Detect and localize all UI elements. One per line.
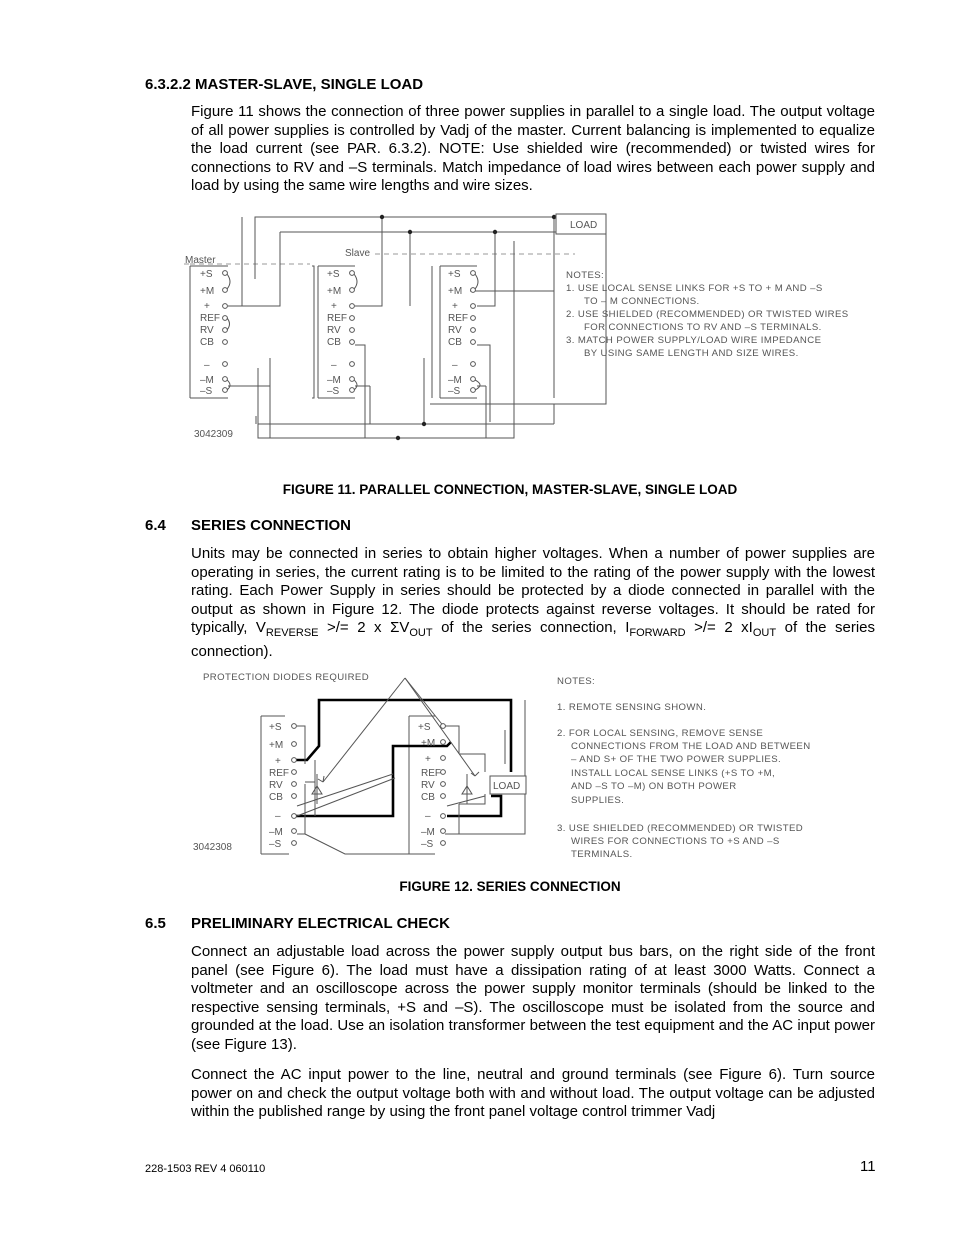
svg-text:RV: RV [421,780,435,791]
svg-text:CB: CB [327,337,341,348]
svg-text:WIRES FOR CONNECTIONS TO +: WIRES FOR CONNECTIONS TO +S AND –S [571,836,780,847]
svg-text:–: – [425,811,431,822]
svg-text:3. MATCH POWER SUPPLY/LOAD: 3. MATCH POWER SUPPLY/LOAD WIRE IMPEDANCE [566,335,822,346]
footer-page-number: 11 [860,1158,876,1175]
svg-text:TO – M CONNECTIONS.: TO – M CONNECTIONS. [584,296,700,307]
svg-text:INSTALL LOCAL SENSE LINKS: INSTALL LOCAL SENSE LINKS (+S TO +M, [571,768,776,779]
svg-text:–M: –M [327,375,341,386]
figure-11-parallel-diagram [170,208,870,452]
svg-text:AND –S TO –M) ON BOTH PO: AND –S TO –M) ON BOTH POWER [571,781,737,792]
series-output-wire-top [295,700,511,772]
svg-text:TERMINALS.: TERMINALS. [571,849,633,860]
svg-text:SUPPLIES.: SUPPLIES. [571,795,625,806]
svg-text:CB: CB [421,792,435,803]
svg-text:–M: –M [269,827,283,838]
svg-text:+M: +M [421,738,436,749]
section-6-3-2-2-heading: 6.3.2.2 MASTER-SLAVE, SINGLE LOAD [145,76,424,93]
section-6-5-number: 6.5 [145,915,166,932]
svg-text:+: + [204,301,210,312]
svg-text:+: + [331,301,337,312]
fig11-drawing-number: 3042309 [194,429,233,440]
fig12-notes [557,676,811,860]
svg-text:2. FOR LOCAL SENSING, REMO: 2. FOR LOCAL SENSING, REMOVE SENSE [557,728,764,739]
diode-1 [312,774,322,804]
svg-text:BY USING SAME LENGTH AND: BY USING SAME LENGTH AND SIZE WIRES. [584,348,799,359]
svg-text:+: + [425,754,431,765]
svg-text:REF: REF [200,313,220,324]
svg-text:NOTES:: NOTES: [557,676,596,687]
fig11-load-label: LOAD [570,220,598,231]
terminal-circles [223,271,476,393]
svg-text:–: – [204,360,210,371]
slave2-terminals [448,269,468,397]
section-6-4-number: 6.4 [145,517,166,534]
series-unit1-terminals [269,722,289,850]
section-6-4-paragraph: Units may be connected in series to obtain higher voltages. When a number of power supplies are operating in series, the current rating is to be limited to the rating of the power supply with the lowest rating. Each Power Supply in series should be protected by a diode connected in parallel with the output as shown in Figure 12. The diode protects against reverse voltages. It should be rated for typically, $V_{REVERSE}$ >/= 2 x $\Sigma V_{OUT}$ of the series connection, $I_{FORWARD}$ >/= 2 $xI_{OUT}$ of the series connection). [191,545,875,660]
svg-text:CB: CB [269,792,283,803]
svg-text:–: – [275,811,281,822]
svg-text:– AND S+ OF THE TWO POWE: – AND S+ OF THE TWO POWER SUPPLIES. [571,754,782,765]
svg-text:–M: –M [448,375,462,386]
figure-11-caption: FIGURE 11. PARALLEL CONNECTION, MASTER-SLAVE, SINGLE LOAD [282,482,738,497]
section-6-3-2-2-paragraph: Figure 11 shows the connection of three power supplies in parallel to a single load. The output voltage of all power supplies is controlled by Vadj of the master. Current balancing is implemented to equalize the load current (see PAR. 6.3.2). NOTE: Use shielded wire (recommended) or twisted wires for connections to RV and –S terminals. Match impedance of load wires between each power supply and load by using the same wire lengths and wire sizes. [191,103,875,195]
fig12-drawing-number: 3042308 [193,842,232,853]
svg-text:1. REMOTE SENSING SHOWN.: 1. REMOTE SENSING SHOWN. [557,702,707,713]
svg-text:–S: –S [200,386,213,397]
svg-text:3. USE SHIELDED (RECOMMENDE: 3. USE SHIELDED (RECOMMENDED) OR TWISTED [557,823,804,834]
master-terminals [200,269,220,397]
master-label: Master [185,255,216,266]
svg-text:–M: –M [200,375,214,386]
svg-text:–: – [331,360,337,371]
svg-text:NOTES:: NOTES: [566,270,605,281]
svg-text:RV: RV [327,325,341,336]
series-unit2-terminals [418,722,441,850]
svg-text:RV: RV [448,325,462,336]
slave-label: Slave [345,248,371,259]
footer-doc-number: 228-1503 REV 4 060110 [145,1163,266,1175]
svg-text:REF: REF [421,768,441,779]
svg-text:RV: RV [269,780,283,791]
svg-text:+S: +S [327,269,340,280]
fig12-load-label: LOAD [493,781,521,792]
svg-text:–S: –S [448,386,461,397]
section-6-5-title: PRELIMINARY ELECTRICAL CHECK [191,915,450,932]
fig11-notes [566,270,849,359]
svg-text:FOR CONNECTIONS TO RV AND: FOR CONNECTIONS TO RV AND –S TERMINALS. [584,322,822,333]
svg-text:+M: +M [269,740,284,751]
svg-text:CONNECTIONS FROM THE LOAD: CONNECTIONS FROM THE LOAD AND BETWEEN [571,741,811,752]
svg-text:+S: +S [200,269,213,280]
section-6-4-title: SERIES CONNECTION [191,517,352,534]
section-6-5-paragraph-1: Connect an adjustable load across the power supply output bus bars, on the right side of the front panel (see Figure 6). The load must have a dissipation rating of at least 3000 Watts. Connect a voltmeter and an oscilloscope across the power supply monitor terminals (should be linked to the respective sensing terminals, +S and –S). The oscilloscope must be isolated from the source and grounded at the load. Use an isolation transformer between the test equipment and the AC input power (see Figure 13). [191,943,875,1053]
svg-text:+S: +S [418,722,431,733]
svg-text:1. USE LOCAL SENSE LINKS: 1. USE LOCAL SENSE LINKS FOR +S TO + M AND –S [566,283,823,294]
svg-text:+M: +M [327,286,342,297]
svg-text:+: + [452,301,458,312]
svg-text:CB: CB [448,337,462,348]
figure-12-caption: FIGURE 12. SERIES CONNECTION [399,879,621,894]
svg-text:–M: –M [421,827,435,838]
svg-text:2. USE SHIELDED (RECOMMENDE: 2. USE SHIELDED (RECOMMENDED) OR TWISTED WIRES [566,309,849,320]
svg-text:REF: REF [327,313,347,324]
svg-text:+S: +S [448,269,461,280]
svg-text:+M: +M [200,286,215,297]
svg-text:RV: RV [200,325,214,336]
svg-text:–S: –S [269,839,282,850]
svg-text:REF: REF [448,313,468,324]
svg-text:+M: +M [448,286,463,297]
svg-text:+: + [275,756,281,767]
protection-diodes-label: PROTECTION DIODES REQUIRED [203,672,370,683]
svg-text:–S: –S [421,839,434,850]
svg-text:+S: +S [269,722,282,733]
slave1-terminals [327,269,347,397]
svg-text:–: – [452,360,458,371]
svg-text:REF: REF [269,768,289,779]
svg-text:–S: –S [327,386,340,397]
section-6-5-paragraph-2: Connect the AC input power to the line, neutral and ground terminals (see Figure 6). Turn source power on and check the output voltage both with and without load. The output voltage can be adjusted within the published range by using the front panel voltage control trimmer Vadj [191,1066,875,1121]
svg-text:CB: CB [200,337,214,348]
figure-12-series-diagram [185,664,875,864]
